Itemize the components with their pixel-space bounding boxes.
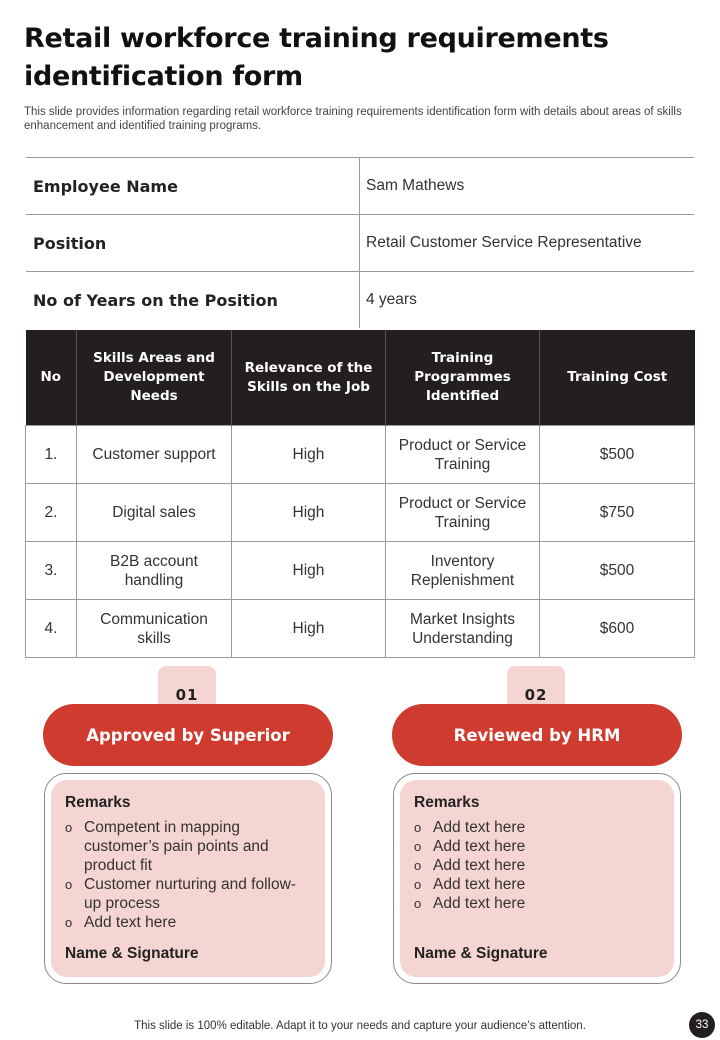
page-title: Retail workforce training requirements identification form (24, 23, 609, 92)
page-number-badge: 33 (689, 1012, 715, 1038)
cell-relevance: High (232, 484, 386, 542)
header-training-programmes: Training Programmes Identified (386, 330, 540, 426)
table-row (26, 484, 695, 542)
page-subtitle: This slide provides information regarding retail workforce training requirements identification form with details about areas of skills enhancement and identified training programs. (24, 106, 682, 132)
table-row (26, 600, 695, 658)
remarks-list (414, 818, 656, 913)
cell-no: 2. (26, 484, 77, 542)
list-item: o Add text here (414, 818, 656, 837)
cell-no: 3. (26, 542, 77, 600)
info-value: Sam Mathews (360, 158, 695, 215)
info-label: Employee Name (26, 158, 360, 215)
cell-programme: Inventory Replenishment (386, 542, 540, 600)
list-item: o Competent in mapping customer’s pain points and product fit (65, 818, 307, 875)
info-row-employee-name (26, 158, 694, 215)
cell-no: 1. (26, 426, 77, 484)
cell-relevance: High (232, 600, 386, 658)
signature-label: Name & Signature (65, 945, 199, 962)
remarks-panel (51, 780, 325, 977)
employee-info-table (26, 157, 694, 328)
remarks-list (65, 818, 307, 932)
list-item: o Customer nurturing and follow-up process (65, 875, 307, 913)
info-row-position (26, 215, 694, 272)
remarks-title: Remarks (65, 794, 131, 811)
approval-number-badge-01: 01 (158, 666, 216, 724)
superior-remarks-card (44, 773, 332, 984)
list-item: o Add text here (414, 856, 656, 875)
cell-no: 4. (26, 600, 77, 658)
cell-skill: Communication skills (77, 600, 232, 658)
list-item: o Add text here (414, 837, 656, 856)
info-label: Position (26, 215, 360, 272)
cell-cost: $500 (540, 542, 695, 600)
cell-cost: $750 (540, 484, 695, 542)
header-skills-areas: Skills Areas and Development Needs (77, 330, 232, 426)
signature-label: Name & Signature (414, 945, 548, 962)
approved-by-superior-heading: Approved by Superior (43, 704, 333, 766)
info-value: Retail Customer Service Representative (360, 215, 695, 272)
table-header-row (26, 330, 695, 426)
info-row-years (26, 272, 694, 329)
training-table (25, 330, 695, 658)
info-value: 4 years (366, 291, 417, 308)
cell-skill: Customer support (77, 426, 232, 484)
table-row (26, 426, 695, 484)
header-no: No (26, 330, 77, 426)
cell-skill: B2B account handling (77, 542, 232, 600)
cell-cost: $600 (540, 600, 695, 658)
cell-relevance: High (232, 542, 386, 600)
header-training-cost: Training Cost (540, 330, 695, 426)
remarks-panel (400, 780, 674, 977)
cell-skill: Digital sales (77, 484, 232, 542)
cell-programme: Product or Service Training (386, 484, 540, 542)
info-label: No of Years on the Position (26, 272, 360, 329)
cell-programme: Market Insights Understanding (386, 600, 540, 658)
reviewed-by-hrm-heading: Reviewed by HRM (392, 704, 682, 766)
cell-programme: Product or Service Training (386, 426, 540, 484)
list-item: o Add text here (65, 913, 307, 932)
table-row (26, 542, 695, 600)
cell-cost: $500 (540, 426, 695, 484)
remarks-title: Remarks (414, 794, 480, 811)
footer-note: This slide is 100% editable. Adapt it to your needs and capture your audience’s attention. (134, 1020, 586, 1032)
hrm-remarks-card (393, 773, 681, 984)
cell-relevance: High (232, 426, 386, 484)
approval-number-badge-02: 02 (507, 666, 565, 724)
list-item: o Add text here (414, 875, 656, 894)
header-relevance: Relevance of the Skills on the Job (232, 330, 386, 426)
list-item: o Add text here (414, 894, 656, 913)
